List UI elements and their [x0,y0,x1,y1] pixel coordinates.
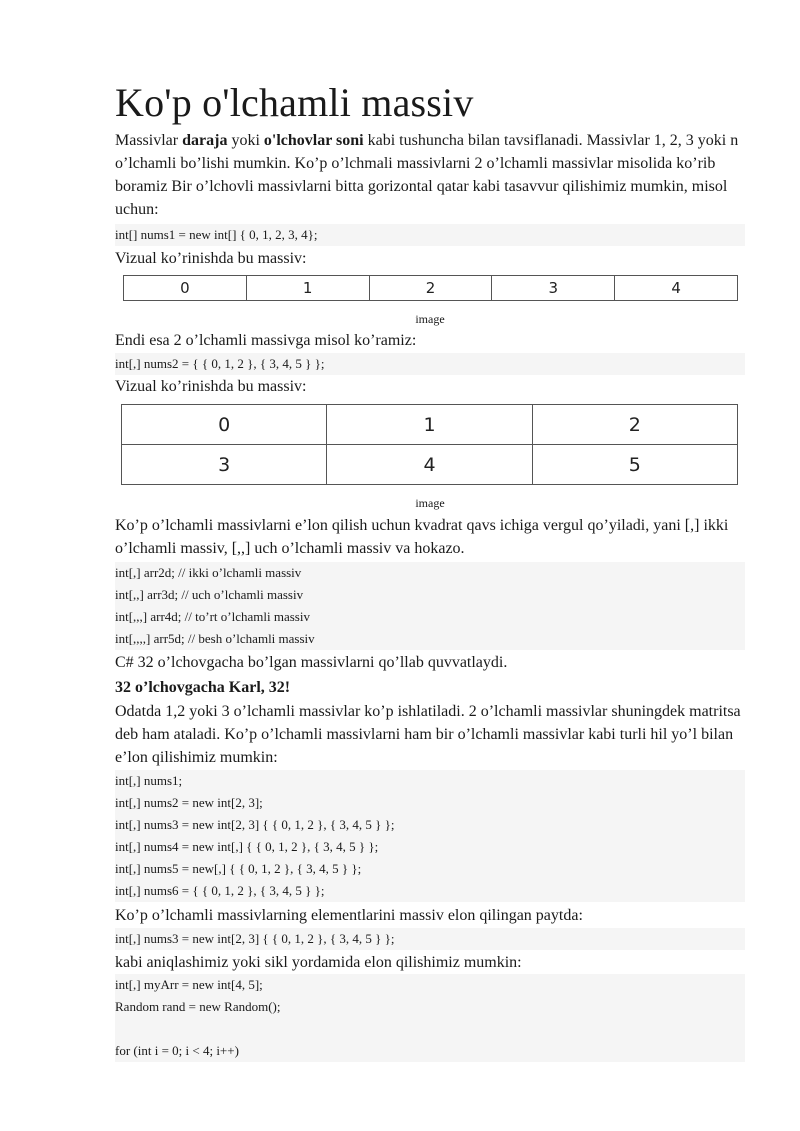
example-2d-intro: Endi esa 2 o’lchamli massivga misol ko’ramiz: [115,332,417,349]
code-line: int[,] nums1; [115,773,183,788]
loop-paragraph: kabi aniqlashimiz yoki sikl yordamida elon qilishimiz mumkin: [115,954,522,971]
intro-bold-2: o'lchovlar soni [263,132,364,149]
code-line: int[] nums1 = new int[] { 0, 1, 2, 3, 4}; [115,227,318,242]
code-line: int[,] nums5 = new[,] { { 0, 1, 2 }, { 3, 4, 5 } }; [115,861,362,876]
code-block-4 [115,770,745,902]
array-2d-illustration [121,404,738,485]
declare-paragraph: Ko’p o’lchamli massivlarni e’lon qilish uchun kvadrat qavs ichiga vergul qo’yiladi, yani [,] ikki o’lchamli massiv, [,,] uch o’lchamli massiv va hokazo. [115,517,729,557]
visual1-label: Vizual ko’rinishda bu massiv: [115,250,307,267]
intro-text-3: kabi tushuncha bilan tavsiflanadi. Massivlar 1, 2, 3 yoki n o’lchamli bo’lishi mumkin. Ko’p o’lchmali massivlarni 2 o’lchamli massivlar misolida ko’rib boramiz Bir o’lchovli massivlarni bitta gorizontal qatar kabi tasavvur qilishimiz mumkin, misol uchun: [115,132,739,218]
code-block-2 [115,353,745,375]
intro-bold-1: daraja [182,132,228,149]
array-cell: 3 [492,276,615,301]
code-line: int[,] nums2 = { { 0, 1, 2 }, { 3, 4, 5 } }; [115,356,325,371]
code-line: int[,,,,] arr5d; // besh o’lchamli massiv [115,631,315,646]
visual2-label: Vizual ko’rinishda bu massiv: [115,378,307,395]
code-line: Random rand = new Random(); [115,999,281,1014]
array-cell: 4 [615,276,738,301]
code-block-3 [115,562,745,650]
code-line: for (int i = 0; i < 4; i++) [115,1043,239,1058]
bold-note: 32 o’lchovgacha Karl, 32! [115,679,291,696]
array-cell: 1 [246,276,369,301]
array-cell: 5 [532,445,737,485]
code-block-5 [115,928,745,950]
array-cell: 4 [327,445,532,485]
page-title: Ko'p o'lchamli massiv [115,80,474,125]
array-cell: 2 [532,405,737,445]
code-line: int[,] nums3 = new int[2, 3] { { 0, 1, 2 }, { 3, 4, 5 } }; [115,931,395,946]
code-block-6 [115,974,745,1062]
code-line: int[,] nums4 = new int[,] { { 0, 1, 2 }, { 3, 4, 5 } }; [115,839,379,854]
intro-text-1: Massivlar [115,132,183,149]
code-line: int[,] myArr = new int[4, 5]; [115,977,263,992]
support-paragraph: C# 32 o’lchovgacha bo’lgan massivlarni qo’llab quvvatlaydi. [115,654,508,671]
array-cell: 1 [327,405,532,445]
code-line: int[,] nums6 = { { 0, 1, 2 }, { 3, 4, 5 } }; [115,883,325,898]
code-line: int[,] nums3 = new int[2, 3] { { 0, 1, 2 }, { 3, 4, 5 } }; [115,817,395,832]
array-cell: 0 [124,276,247,301]
image-caption-2: image [415,496,445,510]
array-cell: 3 [122,445,327,485]
code-block-1 [115,224,745,246]
elements-paragraph: Ko’p o’lchamli massivlarning elementlarini massiv elon qilingan paytda: [115,907,583,924]
code-line [115,1018,745,1040]
array-cell: 2 [369,276,492,301]
intro-paragraph [115,129,743,221]
code-line: int[,] arr2d; // ikki o’lchamli massiv [115,565,302,580]
usage-paragraph: Odatda 1,2 yoki 3 o’lchamli massivlar ko’p ishlatiladi. 2 o’lchamli massivlar shuningdek matritsa deb ham ataladi. Ko’p o’lchamli massivlarni ham bir o’lchamli massivlar kabi turli hil yo’l bilan e’lon qilishimiz mumkin: [115,703,741,766]
image-caption-1: image [415,312,445,326]
code-line: int[,,] arr3d; // uch o’lchamli massiv [115,587,304,602]
array-1d-illustration [123,275,738,301]
code-line: int[,] nums2 = new int[2, 3]; [115,795,263,810]
intro-text-2: yoki [227,132,264,149]
array-cell: 0 [122,405,327,445]
code-line: int[,,,] arr4d; // to’rt o’lchamli massiv [115,609,310,624]
